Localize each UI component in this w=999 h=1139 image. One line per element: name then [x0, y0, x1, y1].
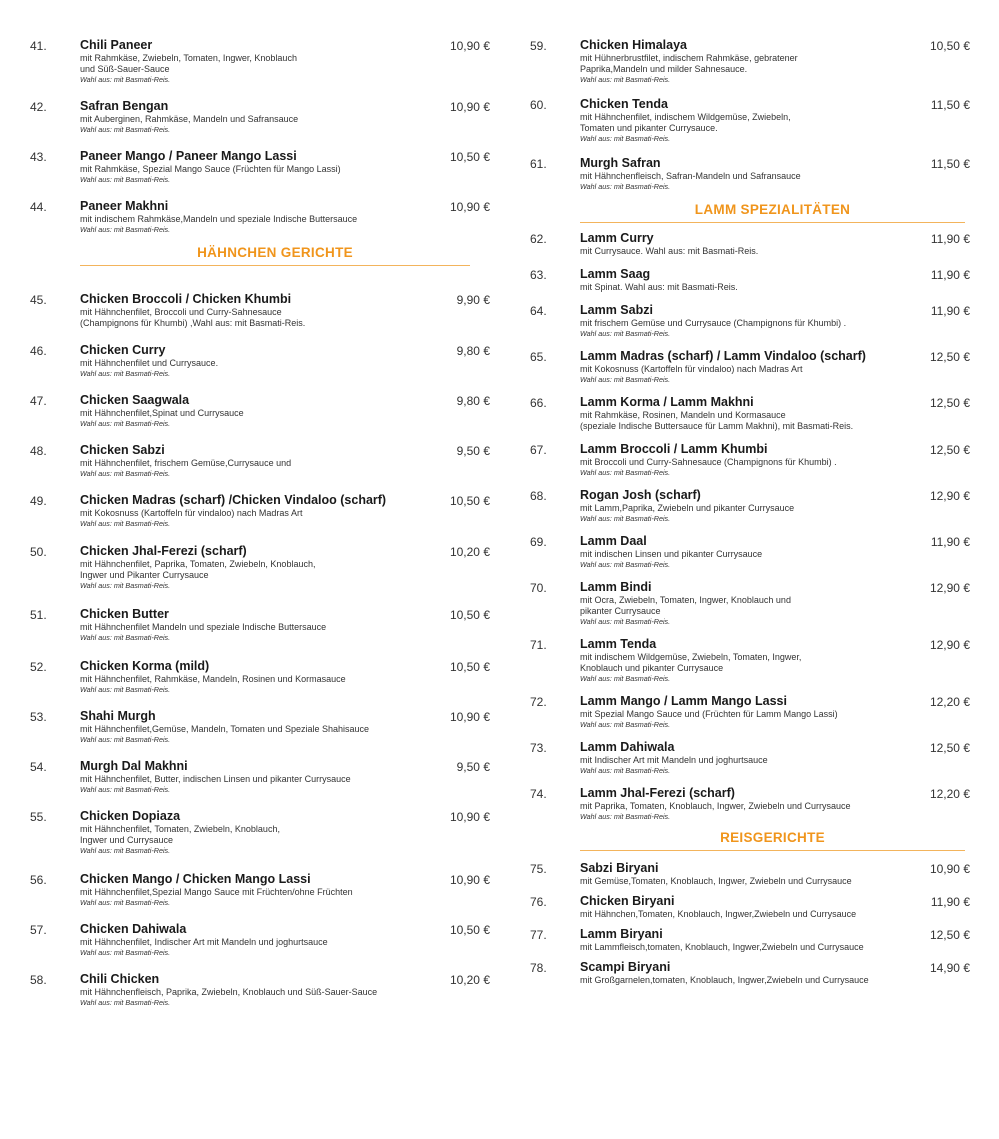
item-price: 12,50 € [929, 928, 970, 942]
item-description: mit Hähnchenfilet, Butter, indischen Linsen und pikanter Currysauce [80, 774, 351, 784]
item-description: mit Ocra, Zwiebeln, Tomaten, Ingwer, Knoblauch und [580, 595, 791, 605]
menu-item [30, 972, 500, 1008]
item-body [580, 927, 980, 953]
item-description: mit Hähnchenfleisch, Paprika, Zwiebeln, Knoblauch und Süß-Sauer-Sauce [80, 987, 378, 997]
item-title: Chicken Korma (mild) [80, 659, 210, 673]
menu-item [530, 960, 980, 986]
menu-item [530, 740, 980, 776]
item-body [80, 759, 500, 795]
item-price: 11,90 € [930, 232, 970, 246]
menu-item [530, 349, 980, 385]
item-body [580, 442, 980, 478]
rice-option: Wahl aus: mit Basmati-Reis. [580, 617, 671, 626]
item-number: 57. [30, 923, 47, 937]
item-description: Ingwer und Pikanter Currysauce [80, 570, 209, 580]
item-number: 54. [30, 760, 47, 774]
item-title: Lamm Saag [580, 267, 651, 281]
item-number: 53. [30, 710, 47, 724]
item-number: 46. [30, 344, 47, 358]
item-number: 50. [30, 545, 47, 559]
item-body [80, 493, 500, 529]
rice-option: Wahl aus: mit Basmati-Reis. [80, 685, 171, 694]
item-body [80, 343, 500, 379]
rice-option: Wahl aus: mit Basmati-Reis. [580, 182, 671, 191]
menu-item [530, 442, 980, 478]
menu-item [30, 922, 500, 958]
menu-item [30, 607, 500, 643]
item-description: mit Spinat. Wahl aus: mit Basmati-Reis. [580, 282, 738, 292]
rice-option: Wahl aus: mit Basmati-Reis. [80, 898, 171, 907]
menu-item [530, 231, 980, 257]
item-body [80, 607, 500, 643]
item-body [580, 861, 980, 887]
item-number: 62. [530, 232, 547, 246]
item-title: Chicken Curry [80, 343, 166, 357]
item-number: 66. [530, 396, 547, 410]
item-description: mit Hähnchenfilet, frischem Gemüse,Currysauce und [80, 458, 292, 468]
item-body [80, 393, 500, 429]
item-price: 10,50 € [449, 660, 490, 674]
item-price: 10,90 € [449, 39, 490, 53]
item-price: 9,50 € [456, 444, 490, 458]
item-description: mit Hähnchenfilet,Spinat und Currysauce [80, 408, 244, 418]
item-title: Chicken Butter [80, 607, 169, 621]
item-number: 70. [530, 581, 547, 595]
item-number: 47. [30, 394, 47, 408]
item-description: mit indischen Linsen und pikanter Currysauce [580, 549, 763, 559]
rice-option: Wahl aus: mit Basmati-Reis. [80, 948, 171, 957]
item-body [80, 443, 500, 479]
item-description: mit Hähnchenfleisch, Safran-Mandeln und Safransauce [580, 171, 801, 181]
item-description: (speziale Indische Buttersauce für Lamm Makhni), mit Basmati-Reis. [580, 421, 854, 431]
menu-item [30, 149, 500, 185]
item-title: Lamm Broccoli / Lamm Khumbi [580, 442, 768, 456]
item-title: Lamm Dahiwala [580, 740, 675, 754]
item-price: 10,50 € [449, 608, 490, 622]
item-body [580, 694, 980, 730]
item-title: Rogan Josh (scharf) [580, 488, 701, 502]
item-number: 59. [530, 39, 547, 53]
section-heading-h-hnchen-gerichte: HÄHNCHEN GERICHTE [80, 245, 470, 266]
item-number: 61. [530, 157, 547, 171]
rice-option: Wahl aus: mit Basmati-Reis. [80, 785, 171, 794]
rice-option: Wahl aus: mit Basmati-Reis. [80, 469, 171, 478]
item-number: 64. [530, 304, 547, 318]
menu-item [30, 292, 500, 329]
rice-option: Wahl aus: mit Basmati-Reis. [580, 329, 671, 338]
item-description: mit Großgarnelen,tomaten, Knoblauch, Ingwer,Zwiebeln und Currysauce [580, 975, 869, 985]
rice-option: Wahl aus: mit Basmati-Reis. [80, 419, 171, 428]
item-number: 74. [530, 787, 547, 801]
menu-item [30, 659, 500, 695]
item-title: Chili Chicken [80, 972, 160, 986]
rice-option: Wahl aus: mit Basmati-Reis. [580, 134, 671, 143]
rice-option: Wahl aus: mit Basmati-Reis. [80, 125, 171, 134]
menu-item [30, 393, 500, 429]
item-price: 11,90 € [930, 895, 970, 909]
item-number: 67. [530, 443, 547, 457]
item-body [580, 786, 980, 822]
item-price: 10,20 € [449, 545, 490, 559]
item-title: Chicken Madras (scharf) /Chicken Vindaloo (scharf) [80, 493, 387, 507]
item-description: mit Broccoli und Curry-Sahnesauce (Champignons für Khumbi) . [580, 457, 837, 467]
item-body [580, 580, 980, 627]
item-description: mit Hähnchenfilet,Spezial Mango Sauce mit Früchten/ohne Früchten [80, 887, 353, 897]
item-price: 9,80 € [456, 344, 490, 358]
item-price: 12,90 € [929, 581, 970, 595]
item-title: Chicken Saagwala [80, 393, 190, 407]
item-title: Lamm Mango / Lamm Mango Lassi [580, 694, 787, 708]
item-price: 11,90 € [930, 535, 970, 549]
item-price: 9,50 € [456, 760, 490, 774]
item-description: mit Lamm,Paprika, Zwiebeln und pikanter Currysauce [580, 503, 795, 513]
menu-item [30, 544, 500, 591]
item-description: mit Kokosnuss (Kartoffeln für vindaloo) nach Madras Art [580, 364, 803, 374]
menu-item [530, 267, 980, 293]
item-number: 77. [530, 928, 547, 942]
item-price: 10,90 € [449, 100, 490, 114]
menu-item [530, 894, 980, 920]
item-title: Sabzi Biryani [580, 861, 659, 875]
item-description: (Champignons für Khumbi) ,Wahl aus: mit Basmati-Reis. [80, 318, 306, 328]
menu-item [530, 786, 980, 822]
item-title: Chicken Himalaya [580, 38, 687, 52]
menu-column-right [530, 38, 980, 993]
item-body [80, 149, 500, 185]
item-number: 41. [30, 39, 47, 53]
item-description: mit Rahmkäse, Spezial Mango Sauce (Früchten für Mango Lassi) [80, 164, 341, 174]
item-number: 73. [530, 741, 547, 755]
rice-option: Wahl aus: mit Basmati-Reis. [80, 846, 171, 855]
item-price: 10,90 € [929, 862, 970, 876]
item-title: Lamm Biryani [580, 927, 663, 941]
item-title: Chicken Biryani [580, 894, 675, 908]
item-number: 78. [530, 961, 547, 975]
rice-option: Wahl aus: mit Basmati-Reis. [80, 633, 171, 642]
item-description: mit Currysauce. Wahl aus: mit Basmati-Reis. [580, 246, 759, 256]
item-price: 10,90 € [449, 200, 490, 214]
rice-option: Wahl aus: mit Basmati-Reis. [580, 720, 671, 729]
item-description: mit Indischer Art mit Mandeln und joghurtsauce [580, 755, 768, 765]
item-title: Chicken Jhal-Ferezi (scharf) [80, 544, 247, 558]
item-title: Shahi Murgh [80, 709, 156, 723]
rice-option: Wahl aus: mit Basmati-Reis. [80, 519, 171, 528]
item-price: 14,90 € [929, 961, 970, 975]
item-price: 12,50 € [929, 741, 970, 755]
item-title: Lamm Curry [580, 231, 654, 245]
item-description: mit Auberginen, Rahmkäse, Mandeln und Safransauce [80, 114, 299, 124]
menu-column-left [30, 38, 500, 1022]
section-heading-reisgerichte: REISGERICHTE [580, 830, 965, 851]
item-body [580, 395, 980, 432]
item-description: mit Gemüse,Tomaten, Knoblauch, Ingwer, Zwiebeln und Currysauce [580, 876, 852, 886]
menu-item [530, 97, 980, 144]
item-number: 75. [530, 862, 547, 876]
item-title: Chicken Sabzi [80, 443, 165, 457]
item-description: mit Rahmkäse, Zwiebeln, Tomaten, Ingwer, Knoblauch [80, 53, 297, 63]
menu-item [530, 637, 980, 684]
item-price: 12,20 € [929, 787, 970, 801]
item-number: 52. [30, 660, 47, 674]
menu-item [30, 809, 500, 856]
item-description: mit Hähnchenfilet,Gemüse, Mandeln, Tomaten und Speziale Shahisauce [80, 724, 370, 734]
item-price: 11,50 € [930, 98, 970, 112]
item-description: Ingwer und Currysauce [80, 835, 174, 845]
rice-option: Wahl aus: mit Basmati-Reis. [580, 560, 671, 569]
item-description: Tomaten und pikanter Currysauce. [580, 123, 718, 133]
item-description: und Süß-Sauer-Sauce [80, 64, 170, 74]
item-body [80, 199, 500, 235]
item-body [580, 960, 980, 986]
item-price: 12,50 € [929, 350, 970, 364]
item-price: 10,90 € [449, 710, 490, 724]
item-body [580, 267, 980, 293]
item-title: Murgh Dal Makhni [80, 759, 188, 773]
item-number: 48. [30, 444, 47, 458]
rice-option: Wahl aus: mit Basmati-Reis. [80, 581, 171, 590]
rice-option: Wahl aus: mit Basmati-Reis. [80, 369, 171, 378]
item-number: 71. [530, 638, 547, 652]
menu-item [530, 38, 980, 85]
menu-item [530, 694, 980, 730]
item-title: Safran Bengan [80, 99, 169, 113]
item-body [580, 534, 980, 570]
item-number: 49. [30, 494, 47, 508]
item-description: mit Hähnchenfilet, Broccoli und Curry-Sahnesauce [80, 307, 282, 317]
item-price: 10,90 € [449, 873, 490, 887]
item-body [80, 99, 500, 135]
rice-option: Wahl aus: mit Basmati-Reis. [580, 812, 671, 821]
item-body [580, 231, 980, 257]
item-description: mit Hähnchenfilet, indischem Wildgemüse, Zwiebeln, [580, 112, 791, 122]
item-body [580, 349, 980, 385]
item-number: 60. [530, 98, 547, 112]
item-title: Scampi Biryani [580, 960, 671, 974]
item-body [80, 872, 500, 908]
item-body [580, 637, 980, 684]
item-price: 12,50 € [929, 443, 970, 457]
rice-option: Wahl aus: mit Basmati-Reis. [580, 375, 671, 384]
item-description: mit Rahmkäse, Rosinen, Mandeln und Kormasauce [580, 410, 786, 420]
item-price: 9,80 € [456, 394, 490, 408]
item-number: 45. [30, 293, 47, 307]
item-title: Lamm Korma / Lamm Makhni [580, 395, 754, 409]
menu-item [30, 709, 500, 745]
rice-option: Wahl aus: mit Basmati-Reis. [80, 75, 171, 84]
menu-item [30, 872, 500, 908]
item-description: mit Hähnchenfilet, Paprika, Tomaten, Zwiebeln, Knoblauch, [80, 559, 316, 569]
item-number: 68. [530, 489, 547, 503]
item-price: 11,90 € [930, 304, 970, 318]
rice-option: Wahl aus: mit Basmati-Reis. [80, 998, 171, 1007]
item-body [580, 740, 980, 776]
item-body [80, 809, 500, 856]
item-title: Murgh Safran [580, 156, 661, 170]
item-title: Chicken Tenda [580, 97, 668, 111]
item-description: mit Hähnchenfilet Mandeln und speziale Indische Buttersauce [80, 622, 327, 632]
item-description: mit Hühnerbrustfilet, indischem Rahmkäse, gebratener [580, 53, 798, 63]
item-title: Chicken Broccoli / Chicken Khumbi [80, 292, 292, 306]
rice-option: Wahl aus: mit Basmati-Reis. [580, 766, 671, 775]
item-number: 69. [530, 535, 547, 549]
item-number: 51. [30, 608, 47, 622]
menu-item [530, 861, 980, 887]
item-description: mit Spezial Mango Sauce und (Früchten für Lamm Mango Lassi) [580, 709, 838, 719]
item-number: 58. [30, 973, 47, 987]
rice-option: Wahl aus: mit Basmati-Reis. [580, 75, 671, 84]
item-price: 10,20 € [449, 973, 490, 987]
item-title: Lamm Jhal-Ferezi (scharf) [580, 786, 735, 800]
item-body [80, 659, 500, 695]
item-description: mit Lammfleisch,tomaten, Knoblauch, Ingwer,Zwiebeln und Currysauce [580, 942, 864, 952]
item-description: Paprika,Mandeln und milder Sahnesauce. [580, 64, 748, 74]
item-number: 43. [30, 150, 47, 164]
item-price: 10,50 € [929, 39, 970, 53]
item-price: 12,50 € [929, 396, 970, 410]
item-body [580, 97, 980, 144]
item-body [80, 544, 500, 591]
item-title: Paneer Mango / Paneer Mango Lassi [80, 149, 297, 163]
item-number: 42. [30, 100, 47, 114]
item-description: mit Hähnchen,Tomaten, Knoblauch, Ingwer,Zwiebeln und Currysauce [580, 909, 857, 919]
item-title: Chicken Dahiwala [80, 922, 187, 936]
item-body [80, 922, 500, 958]
item-description: mit frischem Gemüse und Currysauce (Champignons für Khumbi) . [580, 318, 847, 328]
rice-option: Wahl aus: mit Basmati-Reis. [80, 225, 171, 234]
item-price: 12,90 € [929, 638, 970, 652]
item-body [580, 894, 980, 920]
item-description: mit Kokosnuss (Kartoffeln für vindaloo) nach Madras Art [80, 508, 303, 518]
item-title: Lamm Daal [580, 534, 647, 548]
menu-item [530, 927, 980, 953]
item-title: Lamm Madras (scharf) / Lamm Vindaloo (scharf) [580, 349, 866, 363]
item-body [580, 303, 980, 339]
item-price: 12,90 € [929, 489, 970, 503]
item-price: 11,90 € [930, 268, 970, 282]
item-price: 11,50 € [930, 157, 970, 171]
rice-option: Wahl aus: mit Basmati-Reis. [580, 514, 671, 523]
item-number: 56. [30, 873, 47, 887]
item-title: Lamm Bindi [580, 580, 652, 594]
item-description: pikanter Currysauce [580, 606, 661, 616]
item-title: Chicken Mango / Chicken Mango Lassi [80, 872, 311, 886]
menu-item [530, 534, 980, 570]
item-description: mit Hähnchenfilet und Currysauce. [80, 358, 219, 368]
item-number: 55. [30, 810, 47, 824]
item-price: 10,50 € [449, 150, 490, 164]
menu-item [30, 759, 500, 795]
menu-item [530, 488, 980, 524]
menu-item [30, 38, 500, 85]
item-body [580, 488, 980, 524]
item-body [580, 156, 980, 192]
section-heading-lamm-spezialit-ten: LAMM SPEZIALITÄTEN [580, 202, 965, 223]
item-number: 65. [530, 350, 547, 364]
item-body [80, 972, 500, 1008]
item-title: Chili Paneer [80, 38, 153, 52]
item-body [80, 38, 500, 85]
item-description: Knoblauch und pikanter Currysauce [580, 663, 724, 673]
menu-item [30, 99, 500, 135]
item-price: 12,20 € [929, 695, 970, 709]
item-title: Chicken Dopiaza [80, 809, 181, 823]
item-number: 76. [530, 895, 547, 909]
menu-item [530, 156, 980, 192]
item-description: mit Hähnchenfilet, Indischer Art mit Mandeln und joghurtsauce [80, 937, 328, 947]
item-price: 10,50 € [449, 494, 490, 508]
item-body [580, 38, 980, 85]
item-title: Paneer Makhni [80, 199, 169, 213]
menu-item [530, 395, 980, 432]
menu-item [30, 493, 500, 529]
rice-option: Wahl aus: mit Basmati-Reis. [80, 175, 171, 184]
item-price: 10,90 € [449, 810, 490, 824]
item-description: mit Hähnchenfilet, Tomaten, Zwiebeln, Knoblauch, [80, 824, 280, 834]
item-price: 10,50 € [449, 923, 490, 937]
item-body [80, 709, 500, 745]
rice-option: Wahl aus: mit Basmati-Reis. [580, 468, 671, 477]
item-price: 9,90 € [456, 293, 490, 307]
item-number: 72. [530, 695, 547, 709]
menu-item [530, 303, 980, 339]
item-number: 63. [530, 268, 547, 282]
item-title: Lamm Tenda [580, 637, 657, 651]
rice-option: Wahl aus: mit Basmati-Reis. [580, 674, 671, 683]
item-title: Lamm Sabzi [580, 303, 653, 317]
item-description: mit Hähnchenfilet, Rahmkäse, Mandeln, Rosinen und Kormasauce [80, 674, 346, 684]
item-body [80, 292, 500, 329]
menu-item [30, 443, 500, 479]
item-number: 44. [30, 200, 47, 214]
item-description: mit indischem Wildgemüse, Zwiebeln, Tomaten, Ingwer, [580, 652, 802, 662]
menu-item [30, 199, 500, 235]
item-description: mit indischem Rahmkäse,Mandeln und speziale Indische Buttersauce [80, 214, 358, 224]
menu-item [30, 343, 500, 379]
item-description: mit Paprika, Tomaten, Knoblauch, Ingwer, Zwiebeln und Currysauce [580, 801, 851, 811]
rice-option: Wahl aus: mit Basmati-Reis. [80, 735, 171, 744]
menu-item [530, 580, 980, 627]
